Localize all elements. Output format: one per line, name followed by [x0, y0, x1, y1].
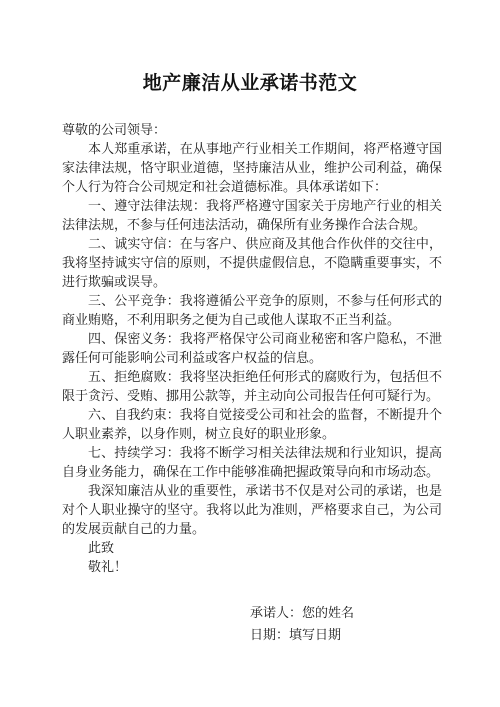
- salutation: 尊敬的公司领导：: [62, 123, 167, 138]
- signature-block: [250, 603, 354, 647]
- paragraph-honesty: 二、诚实守信：在与客户、供应商及其他合作伙伴的交往中，我将坚持诚实守信的原则，不提供虚假信息，不隐瞒重要事实，不进行欺骗或误导。: [62, 237, 442, 290]
- paragraph-anticorruption: 五、拒绝腐败：我将坚决拒绝任何形式的腐败行为，包括但不限于贪污、受贿、挪用公款等，并主动向公司报告任何可疑行为。: [62, 370, 442, 404]
- closing-line-1: 此致: [88, 541, 115, 556]
- date-line: 日期：填写日期: [250, 628, 342, 643]
- closing-line-2: 敬礼！: [88, 560, 128, 575]
- paragraph-learning: 七、持续学习：我将不断学习相关法律法规和行业知识，提高自身业务能力，确保在工作中能够准确把握政策导向和市场动态。: [62, 446, 442, 480]
- signer-line: 承诺人：您的姓名: [250, 606, 355, 621]
- paragraph-law: 一、遵守法律法规：我将严格遵守国家关于房地产行业的相关法律法规，不参与任何违法活动，确保所有业务操作合法合规。: [62, 199, 442, 233]
- document-title: 地产廉洁从业承诺书范文: [142, 72, 358, 94]
- document-body: [62, 121, 442, 577]
- paragraph-competition: 三、公平竞争：我将遵循公平竞争的原则，不参与任何形式的商业贿赂，不利用职务之便为自己或他人谋取不正当利益。: [62, 294, 442, 328]
- paragraph-intro: 本人郑重承诺，在从事地产行业相关工作期间，将严格遵守国家法律法规，恪守职业道德，坚持廉洁从业，维护公司利益，确保个人行为符合公司规定和社会道德标准。具体承诺如下：: [62, 142, 442, 195]
- paragraph-conclusion: 我深知廉洁从业的重要性，承诺书不仅是对公司的承诺，也是对个人职业操守的坚守。我将以此为准则，严格要求自己，为公司的发展贡献自己的力量。: [62, 484, 442, 537]
- paragraph-confidentiality: 四、保密义务：我将严格保守公司商业秘密和客户隐私，不泄露任何可能影响公司利益或客户权益的信息。: [62, 332, 442, 366]
- paragraph-self-discipline: 六、自我约束：我将自觉接受公司和社会的监督，不断提升个人职业素养，以身作则，树立良好的职业形象。: [62, 408, 442, 442]
